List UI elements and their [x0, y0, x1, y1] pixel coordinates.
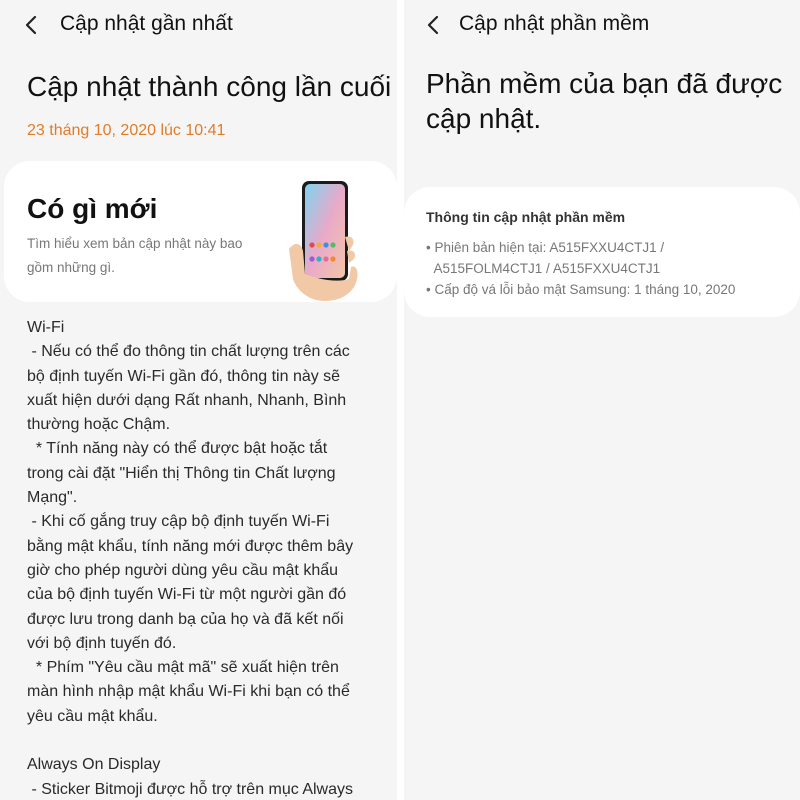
back-arrow-icon[interactable]: [19, 12, 45, 38]
whats-new-card[interactable]: [4, 161, 397, 302]
release-note-line: Wi-Fi: [27, 319, 65, 336]
header-title: Cập nhật gần nhất: [60, 12, 233, 35]
page-title: Cập nhật thành công lần cuối: [27, 71, 392, 102]
release-note-line: màn hình nhập mật khẩu Wi-Fi khi bạn có thể: [27, 683, 350, 701]
release-note-line: của bộ định tuyến Wi-Fi từ một người gần đó: [27, 586, 347, 604]
back-arrow-icon[interactable]: [421, 12, 447, 38]
release-note-line: Mạng".: [27, 489, 78, 507]
release-note-line: xuất hiện dưới dạng Rất nhanh, Nhanh, Bình: [27, 391, 347, 409]
whats-new-title: Có gì mới: [27, 193, 158, 224]
info-title: Thông tin cập nhật phần mềm: [426, 209, 626, 225]
release-note-line: yêu cầu mật khẩu.: [27, 707, 158, 725]
release-note-line: bằng mật khẩu, tính năng mới được thêm bây: [27, 537, 354, 555]
page-title: Phần mềm của bạn đã được cập nhật.: [426, 68, 783, 134]
release-note-line: thường hoặc Chậm.: [27, 416, 171, 434]
top-bar: [0, 0, 397, 52]
software-update-screen: [404, 0, 800, 800]
panel-divider: [397, 0, 404, 800]
release-note-line: * Phím "Yêu cầu mật mã" sẽ xuất hiện trên: [27, 659, 339, 677]
release-note-line: Always On Display: [27, 756, 161, 774]
release-note-line: [27, 729, 383, 753]
release-notes: [27, 316, 383, 800]
release-note-line: được lưu trong danh bạ của họ và đã kết nối: [27, 610, 344, 628]
security-patch-item: • Cấp độ vá lỗi bảo mật Samsung: 1 tháng 10, 2020: [426, 282, 736, 297]
update-info-card: [404, 187, 800, 317]
whats-new-description: Tìm hiểu xem bản cập nhật này bao gồm những gì.: [27, 236, 243, 275]
release-note-line: * Tính năng này có thể được bật hoặc tắt: [27, 440, 328, 458]
release-note-line: giờ cho phép người dùng yêu cầu mật khẩu: [27, 561, 339, 579]
top-bar: [404, 0, 800, 52]
release-note-line: - Nếu có thể đo thông tin chất lượng trên các: [27, 343, 350, 361]
phone-in-hand-illustration: [287, 179, 367, 302]
release-note-line: với bộ định tuyến đó.: [27, 634, 177, 652]
release-note-line: bộ định tuyến Wi-Fi gần đó, thông tin này sẽ: [27, 367, 341, 385]
header-title: Cập nhật phần mềm: [459, 12, 650, 35]
last-update-screen: [0, 0, 397, 800]
release-note-line: trong cài đặt "Hiển thị Thông tin Chất lượng: [27, 464, 336, 482]
info-list: [426, 237, 786, 300]
release-note-line: - Sticker Bitmoji được hỗ trợ trên mục Always: [27, 780, 354, 798]
release-note-line: - Khi cố gắng truy cập bộ định tuyến Wi-Fi: [27, 513, 330, 531]
current-version-item: • Phiên bản hiện tại: A515FXXU4CTJ1 / A515FOLM4CTJ1 / A515FXXU4CTJ1: [426, 240, 665, 276]
update-date: 23 tháng 10, 2020 lúc 10:41: [27, 122, 226, 139]
